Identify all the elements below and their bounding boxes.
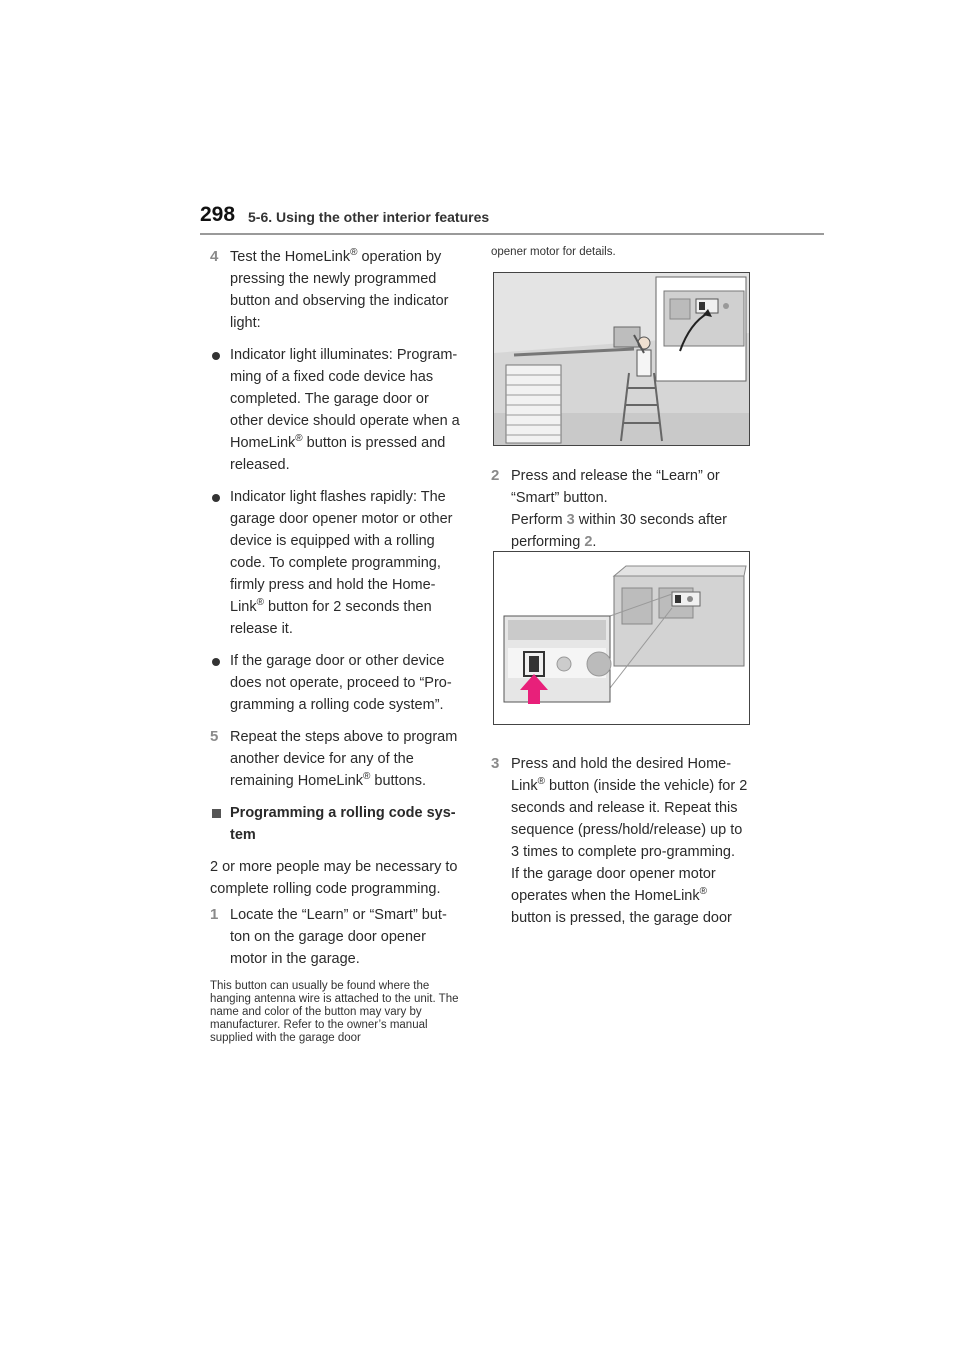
step-3: 3 Press and hold the desired Home-Link® button (inside the vehicle) for 2 seconds and release it. Repeat this sequence (press/hold/release) up to 3 times to complete pro-gramming. If the garage door opener motor operates when the HomeLink® button is pressed, the garage door: [491, 755, 748, 926]
step-4: 4 Test the HomeLink® operation by pressing the newly programmed button and observing the indicator light:: [210, 247, 449, 331]
garage-illustration: [493, 272, 750, 446]
square-bullet-icon: [212, 809, 221, 818]
bullet-item: If the garage door or other device does not operate, proceed to “Pro-gramming a rolling code system”.: [210, 650, 465, 716]
header-rule: [200, 233, 824, 235]
bullet-item: Indicator light flashes rapidly: The garage door opener motor or other device is equipped with a rolling code. To complete programming, firmly press and hold the Home-Link® button for 2 seconds then release it.: [210, 486, 465, 640]
step-1: 1 Locate the “Learn” or “Smart” but-ton on the garage door opener motor in the garage.: [210, 906, 447, 967]
subsection-heading: Programming a rolling code sys-tem: [210, 802, 465, 846]
step-ref: 3: [566, 512, 575, 528]
step-5: 5 Repeat the steps above to program another device for any of the remaining HomeLink® buttons.: [210, 728, 458, 789]
bullet-icon: [212, 658, 220, 666]
note-text-continued: opener motor for details.: [491, 246, 616, 258]
step-number: 2: [491, 467, 500, 484]
page-number: 298: [200, 203, 236, 226]
paragraph: 2 or more people may be necessary to complete rolling code programming.: [210, 859, 458, 897]
garage-door-opener-illustration: [494, 273, 749, 445]
step-number: 4: [210, 248, 219, 265]
left-column: [210, 246, 465, 1045]
bullet-icon: [212, 494, 220, 502]
step-ref: 2: [584, 534, 593, 550]
step-number: 1: [210, 906, 219, 923]
step-2: 2 Press and release the “Learn” or “Smart” button. Perform 3 within 30 seconds after performing 2.: [491, 467, 728, 550]
learn-button-illustration: [493, 551, 750, 725]
learn-button-closeup: [494, 552, 749, 724]
section-title: 5-6. Using the other interior features: [248, 209, 490, 225]
step-number: 5: [210, 728, 219, 745]
bullet-icon: [212, 352, 220, 360]
bullet-item: Indicator light illuminates: Program-ming of a fixed code device has completed. The garage door or other device should operate when a HomeLink® button is pressed and released.: [210, 344, 465, 476]
step-number: 3: [491, 755, 500, 772]
note-text: This button can usually be found where the hanging antenna wire is attached to the unit. The name and color of the button may vary by manufacturer. Refer to the owner’s manual supplied with the garage door: [210, 980, 459, 1044]
